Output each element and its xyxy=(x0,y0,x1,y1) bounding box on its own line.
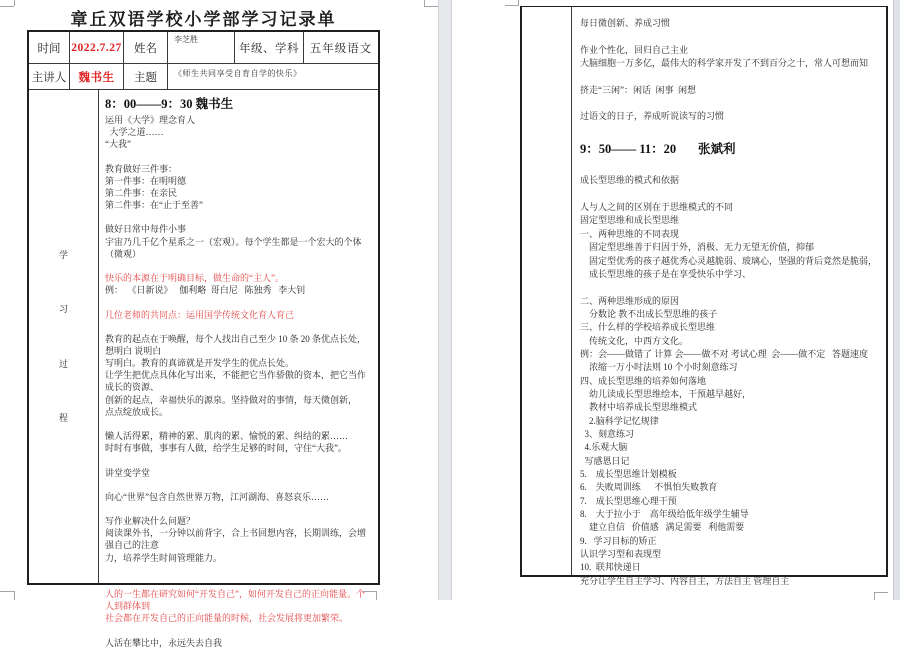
text-line: 固定型思维善于归因于外，消极、无力无望无价值，抑郁 xyxy=(580,242,815,253)
text-line: 人与人之间的区别在于思维模式的不同 xyxy=(580,202,734,213)
text-line xyxy=(105,211,370,223)
speaker-label: 主讲人 xyxy=(29,64,70,89)
record-form-table xyxy=(27,30,380,648)
text-line xyxy=(105,625,370,637)
time-label: 时间 xyxy=(29,32,70,63)
process-vertical-label xyxy=(29,90,99,583)
text-line: 7. 成长型思维心理干预 xyxy=(580,495,677,506)
text-line: 第二件事：在亲民 xyxy=(105,187,178,198)
text-line: 8. 大于拉小于 高年级给低年级学生辅导 xyxy=(580,509,749,520)
text-line: 大脑细胞一万多亿，最伟大的科学家开发了不到百分之十，常人可想而知 xyxy=(580,58,869,69)
document-title: 章丘双语学校小学部学习记录单 xyxy=(70,10,337,29)
text-line: 认识学习型和表现型 xyxy=(580,549,662,560)
text-line xyxy=(580,188,878,201)
text-line xyxy=(105,418,370,430)
grade-subject-label: 年级、学科 xyxy=(235,32,304,63)
crop-mark-p2-top-left xyxy=(505,5,519,6)
text-line xyxy=(580,281,878,294)
text-line xyxy=(580,161,878,174)
text-line: 人的一生都在研究如何“开发自己”，如何开发自己的正向能量。个人到群体到 xyxy=(105,589,365,612)
text-line: 固定型优秀的孩子越优秀心灵越脆弱、玻璃心，坚强的背后竟然是脆弱， xyxy=(580,255,878,266)
text-line: 分数论 教不出成长型思维的孩子 xyxy=(580,308,718,319)
text-line xyxy=(105,576,370,588)
text-line: 写感恩日记 xyxy=(580,455,630,466)
text-line: 力，培养学生时间管理能力。 xyxy=(105,552,223,563)
text-line: 教育的起点在于唤醒，每个人找出自己至少 10 条 20 条优点长处，想明白 说明白 xyxy=(105,333,367,356)
page-gap xyxy=(438,0,452,600)
name-label: 姓名 xyxy=(124,32,168,63)
text-line: 社会都在开发自己的正向能量的时候，社会发展将更加繁荣。 xyxy=(105,613,349,624)
scrollbar-track[interactable] xyxy=(893,0,900,600)
crop-mark-p1-top-left xyxy=(0,6,14,7)
text-line xyxy=(105,454,370,466)
text-line: 第一件事：在明明德 xyxy=(105,175,187,186)
text-line: 作业个性化，回归自己主业 xyxy=(580,44,689,55)
text-line: 例：会——做错了 计算 会——做不对 考试心理 会——做不定 答题速度 xyxy=(580,348,869,359)
text-line: 3、刻意练习 xyxy=(580,428,635,439)
crop-mark-p1-top-right xyxy=(424,6,438,7)
text-line: 懒人活得累，精神的累、肌肉的累、愉悦的累、纠结的累…… xyxy=(105,431,349,442)
crop-mark-p2-bottom-right-v xyxy=(874,592,875,600)
topic-value: 《师生共同享受自育自学的快乐》 xyxy=(174,69,302,78)
text-line: 写作业解决什么问题？ xyxy=(105,516,196,527)
text-line: 5. 成长型思维计划模板 xyxy=(580,469,677,479)
text-line: 二、两种思维形成的原因 xyxy=(580,295,680,306)
name-value: 李芝胜 xyxy=(168,32,235,63)
crop-mark-p1-bottom-left xyxy=(0,591,14,592)
process-content-page2 xyxy=(572,7,886,586)
text-line xyxy=(105,479,370,491)
text-line: 写明白。教育的真谛就是开发学生的优点长处。 xyxy=(105,358,295,369)
text-line: 让学生把优点具体化写出来，不能把它当作骄傲的资本，把它当作成长的资源、 xyxy=(105,370,367,393)
text-line xyxy=(105,503,370,515)
text-line: 大学之道…… xyxy=(105,127,164,138)
text-line: 运用《大学》理念育人 xyxy=(105,115,196,125)
crop-mark-p2-top-left-v xyxy=(518,0,519,5)
text-line: 9. 学习目标的矫正 xyxy=(580,535,657,546)
text-line xyxy=(580,124,878,137)
text-line: 过 xyxy=(58,358,68,369)
text-line: 快乐的本源在于明确目标，做生命的“主人”。 xyxy=(105,273,284,284)
text-line: 阅读课外书，一分钟以前背字，合上书回想内容，长期训练，会增强自己的注意 xyxy=(105,528,367,551)
text-line: “大我” xyxy=(105,139,131,150)
text-line: 教材中培养成长型思维模式 xyxy=(580,402,698,413)
text-line: 8：00——9：30 魏书生 xyxy=(105,97,234,111)
text-line: 一、两种思维的不同表现 xyxy=(580,228,680,239)
grade-subject-value: 五年级语文 xyxy=(309,42,373,55)
time-value: 2022.7.27 xyxy=(70,32,124,63)
text-line: 成长型思维的模式和依据 xyxy=(580,175,680,186)
text-line: 三、什么样的学校培养成长型思维 xyxy=(580,322,716,333)
table-row xyxy=(29,32,378,64)
crop-mark-p1-bottom-left-v xyxy=(14,591,15,600)
text-line: 2.脑科学记忆规律 xyxy=(580,415,659,426)
text-line: 创新的起点，幸福快乐的源泉。坚持做对的事情，每天微创新， 点点绽放成长。 xyxy=(105,394,362,417)
text-line: 建立自信 价值感 满足需要 利他需要 xyxy=(580,522,745,533)
text-line: 学 xyxy=(58,250,68,261)
text-line: 成长型思维的孩子是在享受快乐中学习、 xyxy=(580,268,752,279)
text-line: 时时有事做，事事有人做，给学生足够的时间，守住“大我”。 xyxy=(105,443,347,454)
table-row xyxy=(29,64,378,90)
process-content-page1 xyxy=(99,90,378,648)
crop-mark-p1-top-right-v xyxy=(424,0,425,6)
text-line xyxy=(105,321,370,333)
text-line: 几位老师的共同点：运用国学传统文化育人育己 xyxy=(105,309,295,320)
text-line: 人活在攀比中，永远失去自我 xyxy=(105,637,223,648)
text-line: 第二件事：在“止于至善” xyxy=(105,200,203,211)
text-line: 习 xyxy=(58,304,68,315)
text-line: 10. 联邦快递日 xyxy=(580,562,641,573)
text-line xyxy=(105,150,370,162)
text-line: 传统文化，中西方文化。 xyxy=(580,335,689,346)
topic-label: 主题 xyxy=(124,64,168,89)
text-line xyxy=(105,564,370,576)
text-line xyxy=(105,296,370,308)
crop-mark-p1-bottom-right-v xyxy=(376,591,377,600)
text-line xyxy=(580,30,878,43)
text-line: 过语文的日子，养成听说读写的习惯 xyxy=(580,111,725,122)
speaker-value: 魏书生 xyxy=(70,64,124,89)
record-form-table-continued xyxy=(520,6,888,586)
text-line: 固定型思维和成长型思维 xyxy=(580,215,680,226)
text-line: 讲堂变学堂 xyxy=(105,467,151,478)
text-line: 4.乐观大脑 xyxy=(580,442,628,453)
crop-mark-p2-bottom-right xyxy=(874,592,888,593)
text-line: 程 xyxy=(58,412,68,423)
text-line xyxy=(105,260,370,272)
text-line: 每日微创新、养成习惯 xyxy=(580,18,671,28)
text-line: 浓缩一万小时法则 10 个小时刻意练习 xyxy=(580,362,738,373)
text-line: 做好日常中每件小事 xyxy=(105,224,187,235)
process-label-column-empty xyxy=(522,7,572,575)
text-line: 9：50—— 11：20 张斌利 xyxy=(580,142,736,157)
text-line xyxy=(580,70,878,83)
text-line: 例： 《日新说》 伽利略 哥白尼 陈独秀 李大钊 xyxy=(105,285,306,296)
text-line: 挤走“三闲”：闲话 闲事 闲想 xyxy=(580,84,696,95)
text-line: 6. 失败周训练 不惧怕失败教育 xyxy=(580,482,718,493)
text-line: 向心“世界”包含自然世界万物，江河湖海、喜怒哀乐…… xyxy=(105,491,329,502)
text-line xyxy=(580,97,878,110)
table-row xyxy=(29,90,378,648)
text-line: 宇宙乃几千亿个星系之一（宏观）。每个学生都是一个宏大的个体（微观） xyxy=(105,236,362,259)
text-line: 四、成长型思维的培养如何落地 xyxy=(580,375,707,386)
crop-mark-p1-top-left-v xyxy=(14,0,15,6)
text-line: 教育做好三件事： xyxy=(105,163,178,174)
text-line: 幼儿读成长型思维绘本，干预越早越好， xyxy=(580,388,752,399)
text-line: 充分让学生自主学习、内容自主，方法自主 管理自主 xyxy=(580,575,790,586)
